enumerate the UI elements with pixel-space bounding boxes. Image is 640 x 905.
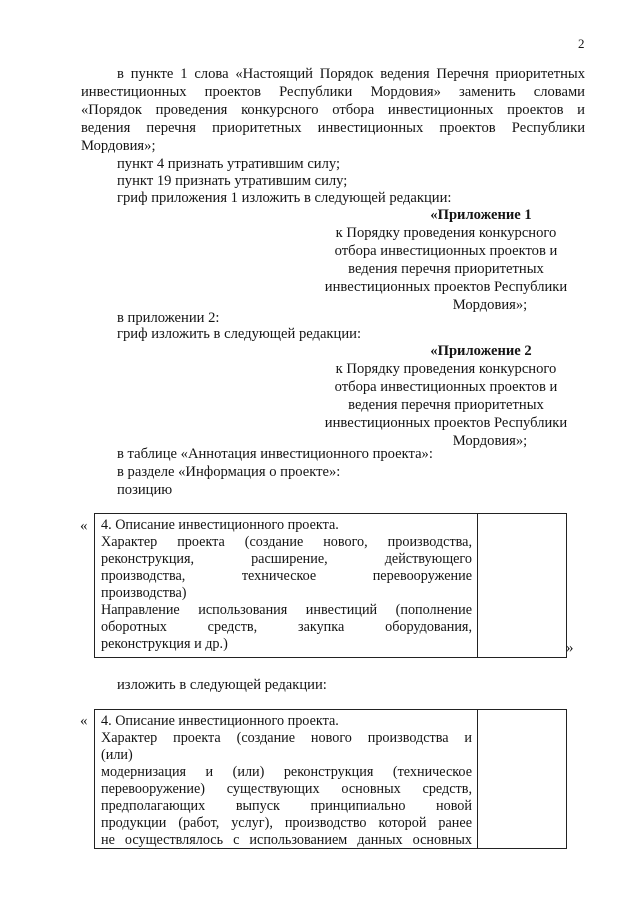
grif-line: Мордовия»;	[452, 433, 528, 449]
grif-line: отбора инвестиционных проектов и	[334, 379, 558, 395]
grif-line: к Порядку проведения конкурсного	[335, 361, 557, 377]
cell-line: реконструкция, расширение, действующего	[101, 551, 472, 567]
cell-line: перевооружение) существующих основных средств,	[101, 781, 472, 797]
grif-line: инвестиционных проектов Республики	[324, 415, 568, 431]
cell-line: 4. Описание инвестиционного проекта.	[101, 517, 339, 533]
text-line: в пункте 1 слова «Настоящий Порядок ведения Перечня приоритетных	[117, 66, 585, 82]
column-divider	[477, 710, 478, 848]
cell-line: оборотных средств, закупка оборудования,	[101, 619, 472, 635]
cell-line: Характер проекта (создание нового, производства,	[101, 534, 472, 550]
grif-appendix-1	[312, 206, 580, 314]
grif-line: к Порядку проведения конкурсного	[335, 225, 557, 241]
grif-line: отбора инвестиционных проектов и	[334, 243, 558, 259]
table-intro-line: позицию	[117, 482, 173, 498]
cell-line: Характер проекта (создание нового производства и	[101, 730, 472, 746]
grif-line: ведения перечня приоритетных	[348, 397, 544, 413]
column-divider	[477, 514, 478, 657]
cell-line: 4. Описание инвестиционного проекта.	[101, 713, 339, 729]
cell-line: предполагающих выпуск принципиально новой	[101, 798, 472, 814]
table-intro-line: в таблице «Аннотация инвестиционного проекта»:	[117, 446, 433, 462]
cell-line: продукции (работ, услуг), производство которой ранее	[101, 815, 472, 831]
grif-line: Мордовия»;	[452, 297, 528, 313]
cell-line: производства, техническое перевооружение	[101, 568, 472, 584]
cell-line: Направление использования инвестиций (пополнение	[101, 602, 472, 618]
text-line: инвестиционных проектов Республики Мордовия» заменить словами	[81, 84, 585, 100]
text-line: ведения перечня приоритетных инвестиционных проектов Республики	[81, 120, 585, 136]
table-cell	[101, 713, 472, 849]
new-position-table	[94, 709, 567, 849]
text-line: Мордовия»;	[81, 138, 156, 154]
replace-line: изложить в следующей редакции:	[117, 677, 327, 693]
cell-line: не осуществлялось с использованием данных основных	[101, 832, 472, 848]
item-line: пункт 4 признать утратившим силу;	[117, 156, 341, 172]
open-quote: «	[80, 518, 88, 534]
grif-title: «Приложение 2	[430, 343, 532, 359]
table-cell	[101, 517, 472, 653]
page-number: 2	[578, 36, 585, 51]
old-position-table	[94, 513, 567, 658]
text-line: «Порядок проведения конкурсного отбора инвестиционных проектов и	[81, 102, 585, 118]
close-quote: »	[566, 640, 574, 656]
grif-line: ведения перечня приоритетных	[348, 261, 544, 277]
appendix2-line: в приложении 2:	[117, 310, 220, 326]
cell-line: модернизация и (или) реконструкция (техническое	[101, 764, 472, 780]
cell-line: производства)	[101, 585, 187, 601]
appendix2-line: гриф изложить в следующей редакции:	[117, 326, 362, 342]
grif-appendix-2	[312, 342, 580, 450]
cell-line: (или)	[101, 747, 133, 763]
open-quote: «	[80, 713, 88, 729]
item-line: гриф приложения 1 изложить в следующей редакции:	[117, 190, 452, 206]
grif-line: инвестиционных проектов Республики	[324, 279, 568, 295]
table-intro-line: в разделе «Информация о проекте»:	[117, 464, 341, 480]
cell-line: реконструкция и др.)	[101, 636, 228, 652]
item-line: пункт 19 признать утратившим силу;	[117, 173, 348, 189]
grif-title: «Приложение 1	[430, 207, 532, 223]
